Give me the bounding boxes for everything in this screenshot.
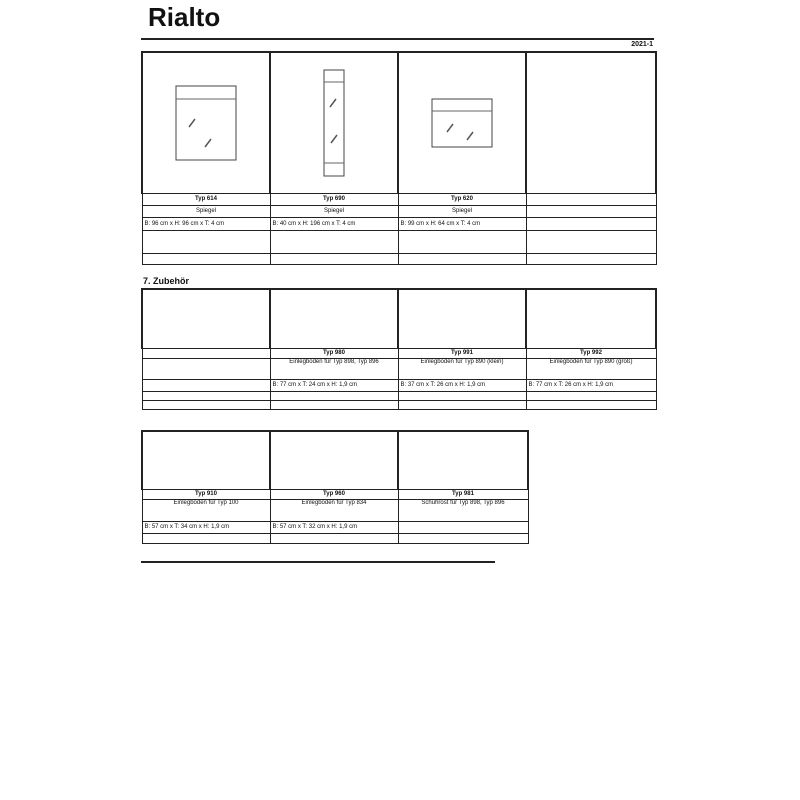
product-type: Typ 620 [398, 193, 526, 205]
product-dimensions [526, 217, 656, 230]
empty-cell [398, 533, 528, 543]
mirror-tall-icon [323, 69, 345, 177]
empty-cell [270, 253, 398, 264]
product-dimensions: B: 96 cm x H: 96 cm x T: 4 cm [142, 217, 270, 230]
product-dimensions: B: 37 cm x T: 26 cm x H: 1,9 cm [398, 379, 526, 391]
product-name: Einlegboden für Typ 834 [270, 499, 398, 521]
product-dimensions: B: 99 cm x H: 64 cm x T: 4 cm [398, 217, 526, 230]
product-type: Typ 614 [142, 193, 270, 205]
empty-cell [270, 230, 398, 253]
edition-label: 2021-1 [631, 41, 653, 48]
product-type [142, 348, 270, 358]
product-name: Einlegboden für Typ 898, Typ 896 [270, 358, 398, 379]
section-title: 7. Zubehör [143, 276, 190, 286]
page-title: Rialto [148, 2, 221, 32]
empty-cell [526, 253, 656, 264]
product-name: Spiegel [270, 205, 398, 217]
empty-cell [270, 400, 398, 409]
empty-image-cell [398, 431, 528, 489]
empty-image-cell [142, 431, 270, 489]
product-name: Einlegboden für Typ 890 (klein) [398, 358, 526, 379]
empty-cell [270, 391, 398, 400]
product-dimensions [398, 521, 528, 533]
product-type: Typ 980 [270, 348, 398, 358]
product-name [142, 358, 270, 379]
product-type: Typ 991 [398, 348, 526, 358]
product-type: Typ 981 [398, 489, 528, 499]
product-image-cell [142, 52, 270, 193]
empty-cell [142, 253, 270, 264]
empty-cell [398, 253, 526, 264]
product-dimensions: B: 57 cm x T: 32 cm x H: 1,9 cm [270, 521, 398, 533]
product-name: Einlegboden für Typ 890 (groß) [526, 358, 656, 379]
table-bottom-rule [141, 561, 495, 563]
empty-cell [142, 391, 270, 400]
product-type: Typ 960 [270, 489, 398, 499]
product-dimensions [142, 379, 270, 391]
empty-cell [270, 533, 398, 543]
product-image-cell [270, 52, 398, 193]
product-dimensions: B: 77 cm x T: 24 cm x H: 1,9 cm [270, 379, 398, 391]
product-type: Typ 910 [142, 489, 270, 499]
product-dimensions: B: 40 cm x H: 196 cm x T: 4 cm [270, 217, 398, 230]
empty-cell [398, 230, 526, 253]
product-type: Typ 690 [270, 193, 398, 205]
product-dimensions: B: 77 cm x T: 26 cm x H: 1,9 cm [526, 379, 656, 391]
product-name: Spiegel [142, 205, 270, 217]
empty-cell [526, 400, 656, 409]
product-dimensions: B: 57 cm x T: 34 cm x H: 1,9 cm [142, 521, 270, 533]
product-type [526, 193, 656, 205]
empty-image-cell [270, 431, 398, 489]
empty-image-cell [270, 289, 398, 348]
empty-cell [142, 230, 270, 253]
product-image-cell [398, 52, 526, 193]
empty-cell [526, 230, 656, 253]
empty-cell [398, 391, 526, 400]
accessories-table-2 [141, 430, 529, 544]
empty-image-cell [398, 289, 526, 348]
product-name: Spiegel [398, 205, 526, 217]
empty-cell [142, 400, 270, 409]
empty-image-cell [526, 289, 656, 348]
accessories-table-1 [141, 288, 657, 410]
product-name: Schuhrost für Typ 898, Typ 896 [398, 499, 528, 521]
product-name: Einlegboden für Typ 100 [142, 499, 270, 521]
title-rule [141, 38, 654, 40]
mirror-square-icon [175, 85, 237, 161]
empty-cell [398, 400, 526, 409]
product-type: Typ 992 [526, 348, 656, 358]
empty-image-cell [142, 289, 270, 348]
mirror-wide-icon [431, 98, 493, 148]
empty-image-cell [526, 52, 656, 193]
mirrors-table [141, 51, 657, 265]
product-name [526, 205, 656, 217]
empty-cell [526, 391, 656, 400]
empty-cell [142, 533, 270, 543]
